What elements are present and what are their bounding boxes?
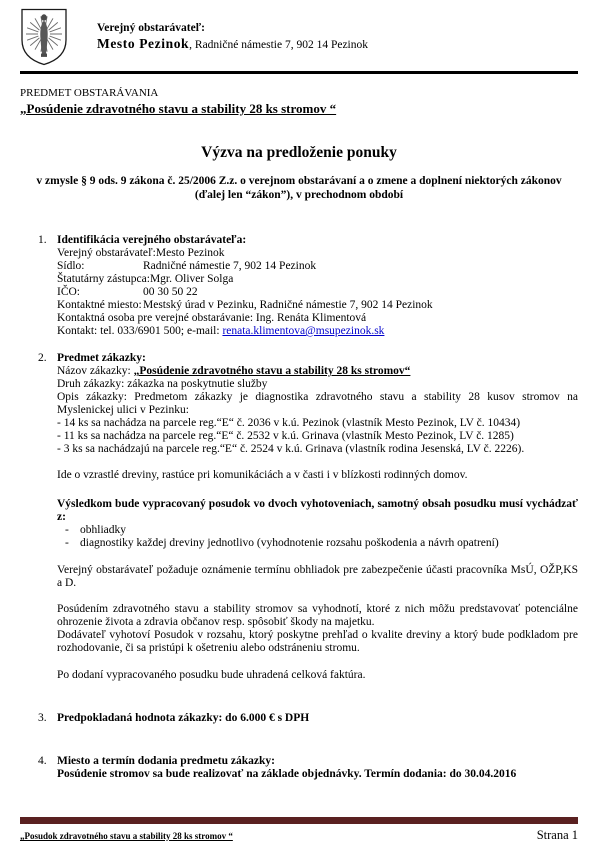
- bullet-dash: -: [65, 537, 69, 549]
- document-header: [20, 8, 578, 66]
- section-number: 3.: [38, 712, 47, 724]
- pezinok-coat-of-arms-icon: [20, 8, 68, 66]
- info-row: Štatutárny zástupca: Mgr. Oliver Solga: [57, 273, 234, 285]
- section-subject-of-contract: [20, 352, 578, 682]
- list-item: - diagnostiky každej dreviny jednotlivo (vyhodnotenie rozsahu poškodenia a návrh opatrení): [57, 537, 578, 550]
- bullet-dash: -: [65, 524, 69, 536]
- header-divider: [20, 71, 578, 74]
- info-row: Verejný obstarávateľ: Mesto Pezinok: [57, 247, 225, 259]
- org-name: Mesto Pezinok: [97, 36, 190, 51]
- paragraph-inspection-notice: Verejný obstarávateľ požaduje oznámenie termínu obhliadok pre zabezpečenie účasti pracovníka MsÚ, OŽP,KS a D.: [57, 564, 578, 589]
- paragraph-assessment-1: Posúdením zdravotného stavu a stability stromov sa vyhodnotí, ktoré z nich môžu predstavovať potenciálne ohrozenie života a zdravia občanov resp. spôsobiť škody na majetku.: [57, 603, 578, 628]
- page-footer: [20, 828, 578, 843]
- subtitle: [20, 175, 578, 202]
- section-heading: Predmet zákazky:: [57, 352, 146, 364]
- parcel-line: - 14 ks sa nachádza na parcele reg.“E“ č. 2036 v k.ú. Pezinok (vlastník Mesto Pezinok, LV č. 10434): [57, 417, 521, 429]
- org-address: , Radničné námestie 7, 902 14 Pezinok: [189, 39, 369, 51]
- contact-person-line: Kontaktná osoba pre verejné obstarávanie: Ing. Renáta Klimentová: [57, 312, 367, 324]
- header-org-line: [97, 36, 368, 53]
- subtitle-line1: v zmysle § 9 ods. 9 zákona č. 25/2006 Z.z. o verejnom obstarávaní a o zmene a doplnení niektorých zákonov: [36, 175, 562, 187]
- section-number: 2.: [38, 352, 47, 364]
- header-label: Verejný obstarávateľ:: [97, 22, 205, 34]
- section-number: 1.: [38, 234, 47, 246]
- main-title: Výzva na predloženie ponuky: [201, 144, 397, 161]
- result-heading: Výsledkom bude vypracovaný posudok vo dvoch vyhotoveniach, samotný obsah posudku musí vychádzať z:: [57, 498, 578, 523]
- paragraph-invoice: Po dodaní vypracovaného posudku bude uhradená celková faktúra.: [57, 669, 366, 681]
- footer-document-title: „Posudok zdravotného stavu a stability 28 ks stromov “: [20, 831, 233, 841]
- footer-bar: [20, 817, 578, 824]
- contract-description: Opis zákazky: Predmetom zákazky je diagnostika zdravotného stavu a stability 28 kusov stromov na Myslenickej ulici v Pezinku:: [57, 391, 578, 416]
- parcel-line: - 3 ks sa nachádzajú na parcele reg.“E“ č. 2524 v k.ú. Grinava (vlastník rodina Jesenská, LV č. 2226).: [57, 443, 525, 455]
- paragraph-assessment-2: Dodávateľ vyhotoví Posudok v rozsahu, ktorý poskytne prehľad o kvalite dreviny a ktorý bude podkladom pre rozhodovanie, či sa pristúpi k ošetreniu alebo odstráneniu stromu.: [57, 629, 578, 654]
- subject-block: [20, 86, 578, 117]
- subject-title: „Posúdenie zdravotného stavu a stability 28 ks stromov “: [20, 101, 337, 116]
- contract-type-line: Druh zákazky: zákazka na poskytnutie služby: [57, 378, 268, 390]
- delivery-term-line: Posúdenie stromov sa bude realizovať na základe objednávky. Termín dodania: do 30.04.2016: [57, 768, 517, 780]
- contact-line: Kontakt: tel. 033/6901 500; e-mail: renata.klimentova@msupezinok.sk: [57, 325, 385, 337]
- contract-name-line: Názov zákazky: „Posúdenie zdravotného stavu a stability 28 ks stromov“: [57, 365, 411, 377]
- paragraph-trees: Ide o vzrastlé dreviny, rastúce pri komunikáciách a v časti i v blízkosti rodinných domov.: [57, 469, 468, 481]
- contact-email-link[interactable]: renata.klimentova@msupezinok.sk: [222, 325, 385, 337]
- section-place-and-term: [20, 755, 578, 781]
- section-heading: Identifikácia verejného obstarávateľa:: [57, 234, 247, 246]
- section-number: 4.: [38, 755, 47, 767]
- section-estimated-value: [20, 712, 578, 725]
- section-heading: Miesto a termín dodania predmetu zákazky:: [57, 755, 275, 767]
- list-item: - obhliadky: [57, 524, 578, 537]
- section-heading: Predpokladaná hodnota zákazky: do 6.000 € s DPH: [57, 712, 310, 724]
- info-row: Sídlo: Radničné námestie 7, 902 14 Pezinok: [57, 260, 317, 272]
- section-identification: [20, 234, 578, 338]
- info-row: Kontaktné miesto: Mestský úrad v Pezinku, Radničné námestie 7, 902 14 Pezinok: [57, 299, 433, 311]
- subtitle-line2: (ďalej len “zákon”), v prechodnom období: [194, 188, 404, 201]
- footer-page-number: Strana 1: [536, 828, 578, 842]
- subject-label: PREDMET OBSTARÁVANIA: [20, 87, 159, 99]
- parcel-line: - 11 ks sa nachádza na parcele reg.“E“ č. 2532 v k.ú. Grinava (vlastník Mesto Pezinok, LV č. 1285): [57, 430, 514, 442]
- info-row: IČO: 00 30 50 22: [57, 286, 198, 298]
